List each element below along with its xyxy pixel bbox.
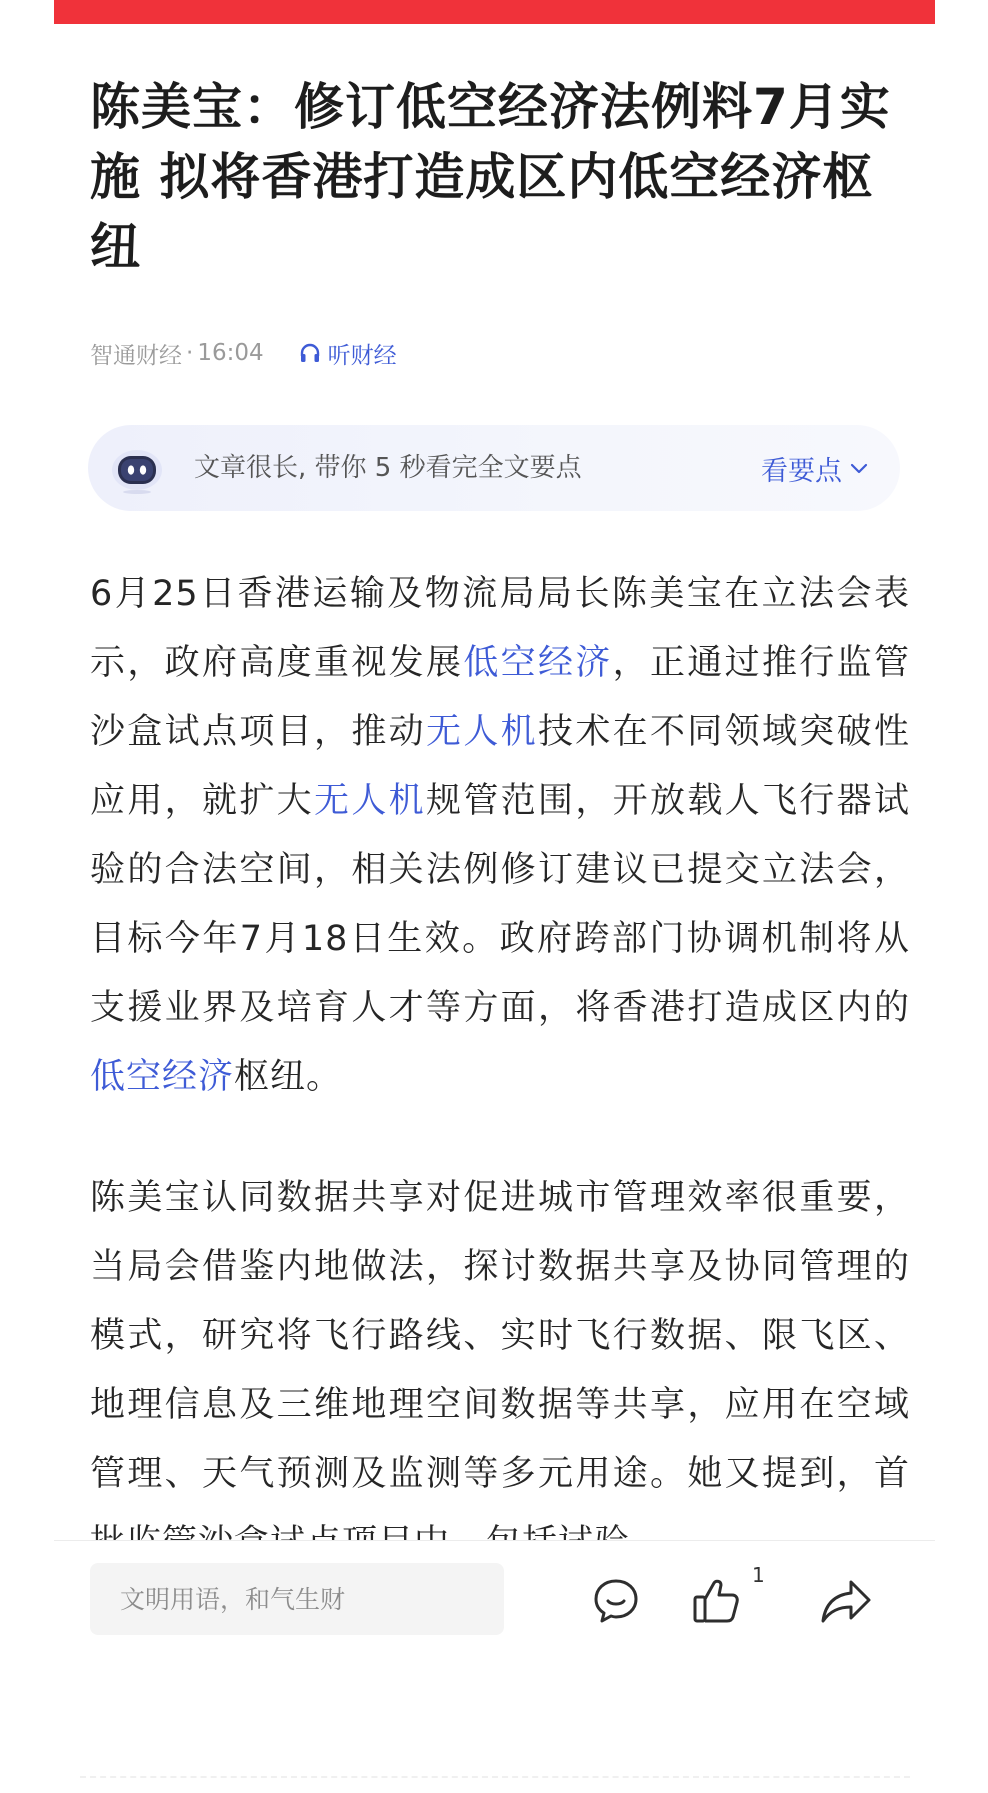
article-body xyxy=(90,560,910,1540)
robot-icon xyxy=(108,439,166,497)
keyword-link-drone[interactable]: 无人机 xyxy=(314,781,426,821)
bottom-action-bar xyxy=(54,1540,935,1793)
article-time: 16:04 xyxy=(197,340,264,366)
comment-button[interactable] xyxy=(584,1569,648,1633)
paragraph-text: ，正通过推行监管沙盒试点项目，推动 xyxy=(90,643,910,752)
article-source: 智通财经 xyxy=(90,342,182,369)
view-key-points-label: 看要点 xyxy=(761,455,842,487)
article-paragraph-2: 陈美宝认同数据共享对促进城市管理效率很重要，当局会借鉴内地做法，探讨数据共享及协同管理的模式，研究将飞行路线、实时飞行数据、限飞区、地理信息及三维地理空间数据等共享，应用在空域管理、天气预测及监测等多元用途。她又提到，首 xyxy=(90,1178,910,1494)
paragraph-text: 规管范围，开放载人飞行器试验的合法空间，相关法例修订建议已提交立法会，目标今年7月18日生效。政府跨部门协调机制将从支援业界及培育人才等方面，将香港打造成区内的 xyxy=(90,781,910,1028)
article-title: 陈美宝：修订低空经济法例料7月实施 拟将香港打造成区内低空经济枢纽 xyxy=(90,78,891,276)
bottom-divider xyxy=(80,1776,910,1778)
share-icon xyxy=(819,1576,873,1626)
keyword-link-drone[interactable]: 无人机 xyxy=(425,712,538,752)
keyword-link-low-altitude-economy[interactable]: 低空经济 xyxy=(463,643,613,683)
thumbs-up-icon xyxy=(690,1575,742,1627)
headphones-icon xyxy=(298,341,322,365)
paragraph-text: 技术在不同领域突破性应用，就扩大 xyxy=(90,712,910,821)
article-meta xyxy=(90,336,397,370)
paragraph-text: 6月25日香港运输及物流局局长陈美宝在立法会表示，政府高度重视发展 xyxy=(90,574,910,683)
listen-label: 听财经 xyxy=(327,342,397,369)
like-button[interactable] xyxy=(684,1569,748,1633)
top-red-bar xyxy=(54,0,935,24)
comment-input[interactable] xyxy=(90,1563,504,1635)
chevron-down-icon xyxy=(848,457,870,479)
keyword-link-low-altitude-economy[interactable]: 低空经济 xyxy=(90,1057,235,1097)
meta-separator: · xyxy=(186,340,194,366)
paragraph-text: 枢纽。 xyxy=(234,1057,343,1097)
share-button[interactable] xyxy=(814,1569,878,1633)
like-count: 1 xyxy=(752,1563,765,1587)
summary-banner[interactable] xyxy=(88,425,900,511)
listen-button[interactable] xyxy=(298,337,397,370)
article-paragraph-1 xyxy=(90,560,910,1112)
comment-icon xyxy=(591,1576,641,1626)
summary-text: 文章很长, 带你 5 秒看完全文要点 xyxy=(194,453,582,483)
view-key-points-button[interactable] xyxy=(761,425,870,511)
